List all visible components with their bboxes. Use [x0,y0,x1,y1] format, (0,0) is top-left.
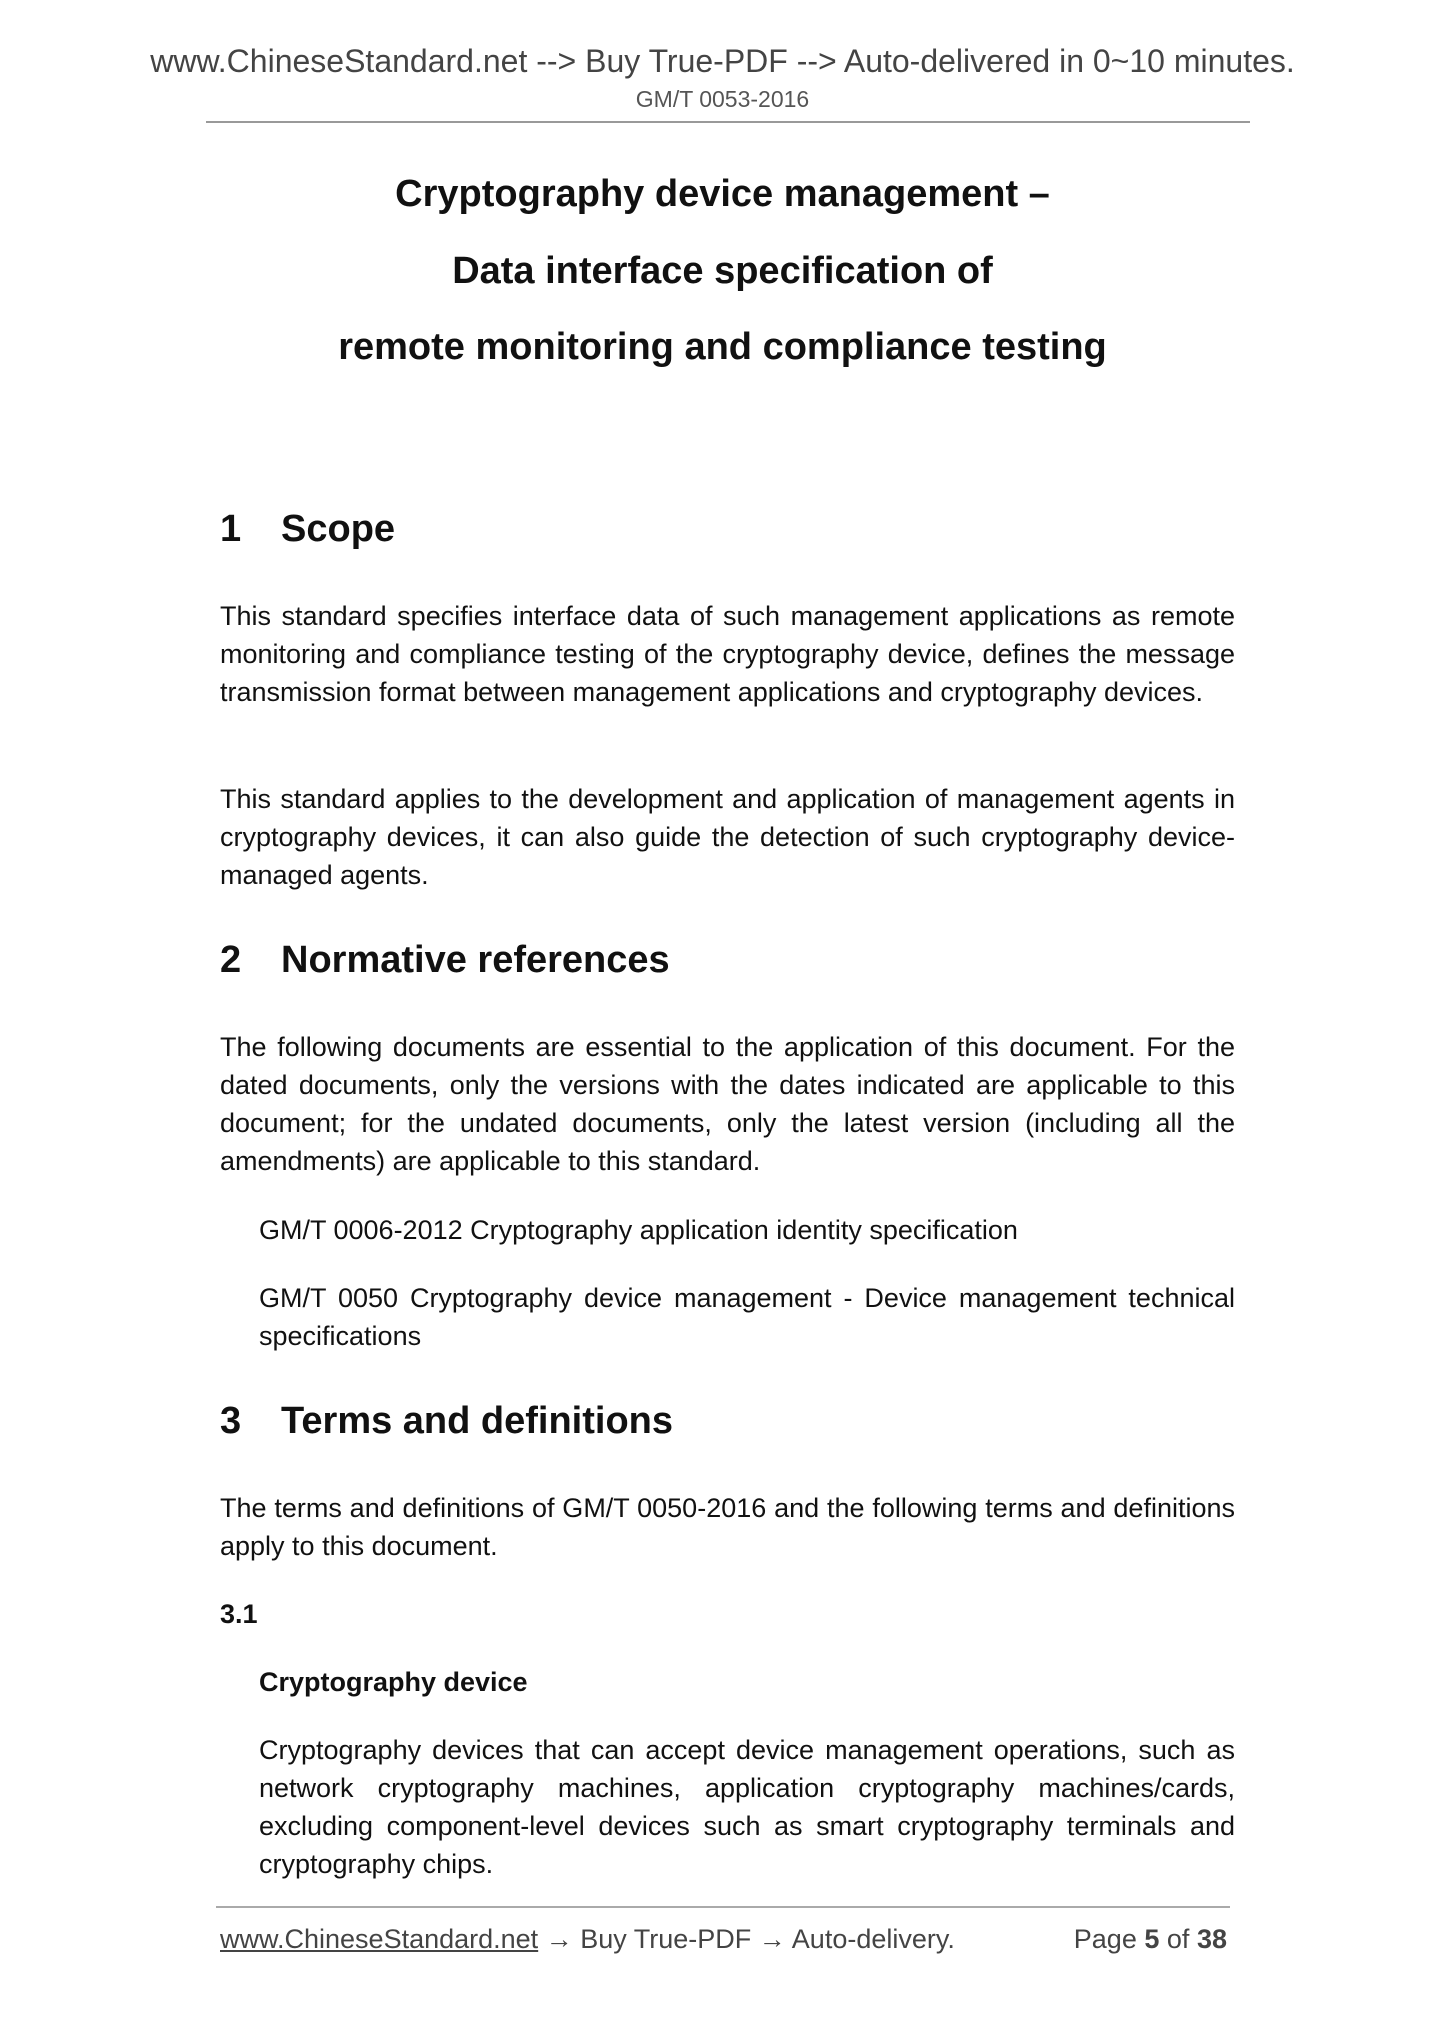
page-total: 38 [1196,1924,1227,1954]
paragraph: This standard specifies interface data of such management applications as remote monitoring and compliance testing of the cryptography device, defines the message transmission format between management applications and cryptography devices. [220,601,1235,707]
page-indicator [1074,1924,1227,1955]
footer-left [220,1924,955,1955]
term-name: Cryptography device [259,1667,528,1697]
footer-text: Buy True-PDF [580,1924,752,1954]
title-line-1: Cryptography device management – [395,173,1050,215]
section-number: 1 [220,508,242,550]
reference-item: GM/T 0006-2012 Cryptography application identity specification [259,1215,1018,1245]
section-title: Terms and definitions [281,1400,674,1442]
footer-divider [216,1906,1230,1908]
section-number: 3 [220,1400,242,1442]
section-number: 2 [220,939,242,981]
page-label: Page [1073,1924,1137,1954]
header-divider [206,121,1250,123]
title-line-2: Data interface specification of [452,250,993,292]
section-heading-terms [220,1400,673,1443]
title-line-3: remote monitoring and compliance testing [338,326,1107,368]
footer-text: Auto-delivery. [791,1924,955,1954]
section-title: Scope [281,508,396,550]
standard-code: GM/T 0053-2016 [635,86,810,112]
term-definition: Cryptography devices that can accept device management operations, such as network cryptography machines, application cryptography machines/cards, excluding component-level devices such as smart cryptography terminals and cryptography chips. [259,1735,1235,1879]
arrow-icon: → [758,1924,786,1954]
paragraph: The following documents are essential to the application of this document. For the dated documents, only the versions with the dates indicated are applicable to this document; for the undated documents, only the latest version (including all the amendments) are applicable to this standard. [220,1032,1235,1176]
footer-link[interactable]: www.ChineseStandard.net [220,1924,539,1954]
page-number: 5 [1144,1924,1160,1954]
arrow-icon: → [545,1924,573,1954]
page-of: of [1166,1924,1190,1954]
section-title: Normative references [281,939,670,981]
section-heading-normative-references [220,939,670,982]
paragraph: The terms and definitions of GM/T 0050-2016 and the following terms and definitions apply to this document. [220,1493,1235,1561]
reference-item: GM/T 0050 Cryptography device management - Device management technical specifications [259,1283,1235,1351]
header-banner: www.ChineseStandard.net --> Buy True-PDF --> Auto-delivered in 0~10 minutes. [150,43,1295,79]
paragraph: This standard applies to the development and application of management agents in cryptography devices, it can also guide the detection of such cryptography device-managed agents. [220,784,1235,890]
section-heading-scope [220,508,395,551]
term-number: 3.1 [220,1599,258,1629]
